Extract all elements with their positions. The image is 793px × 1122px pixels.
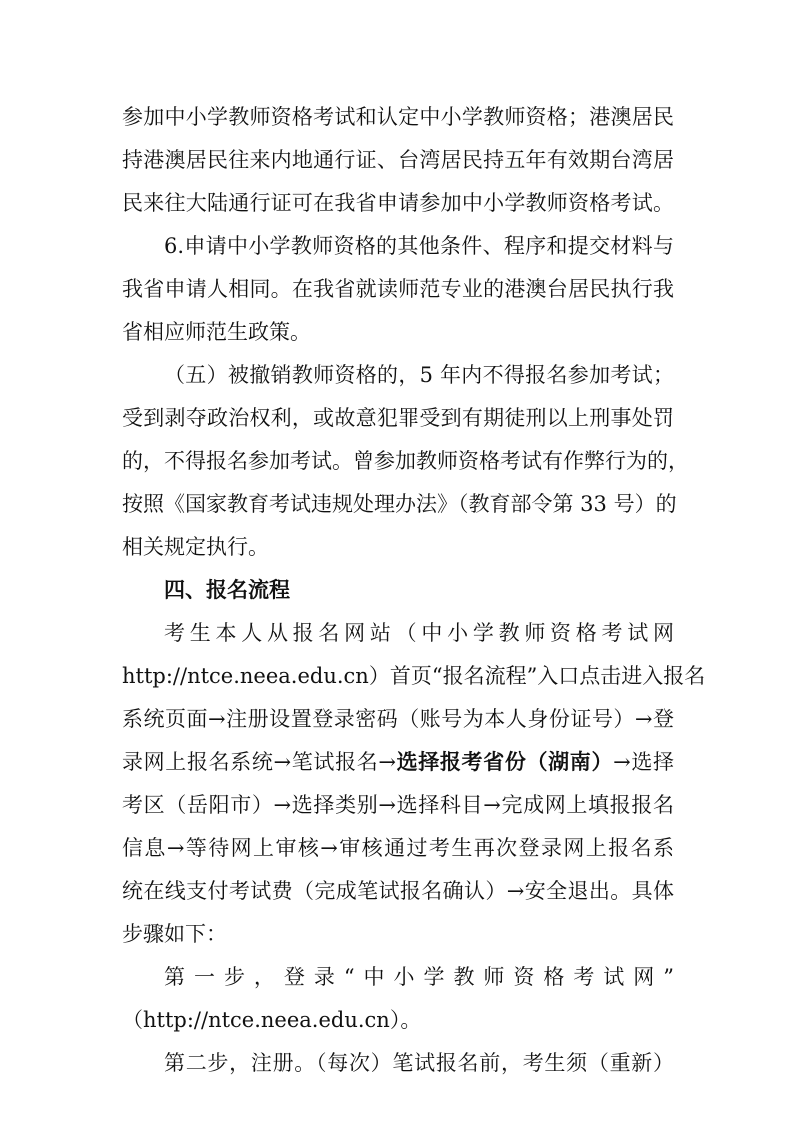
text-segment: →选择 bbox=[613, 750, 674, 774]
text-line: 步骤如下： bbox=[122, 922, 227, 946]
text-line: 按照《国家教育考试违规处理办法》（教育部令第 33 号）的 bbox=[122, 492, 677, 516]
text-line: （http://ntce.neea.edu.cn）。 bbox=[122, 1008, 422, 1032]
text-line: 统在线支付考试费（完成笔试报名确认）→安全退出。具体 bbox=[122, 879, 674, 903]
text-line: http://ntce.neea.edu.cn）首页“报名流程”入口点击进入报名 bbox=[122, 664, 706, 688]
text-line: 考区（岳阳市）→选择类别→选择科目→完成网上填报报名 bbox=[122, 793, 674, 817]
text-line: 持港澳居民往来内地通行证、台湾居民持五年有效期台湾居 bbox=[122, 148, 674, 172]
section-heading: 四、报名流程 bbox=[164, 578, 290, 602]
text-line: 受到剥夺政治权利，或故意犯罪受到有期徒刑以上刑事处罚 bbox=[122, 406, 674, 430]
text-line: 的，不得报名参加考试。曾参加教师资格考试有作弊行为的， bbox=[122, 449, 689, 473]
text-line: （五）被撤销教师资格的，5 年内不得报名参加考试； bbox=[164, 363, 674, 387]
text-line-mixed bbox=[122, 747, 674, 777]
text-line: 民来往大陆通行证可在我省申请参加中小学教师资格考试。 bbox=[122, 191, 674, 215]
text-line: 我省申请人相同。在我省就读师范专业的港澳台居民执行我 bbox=[122, 277, 674, 301]
text-line: 第一步，登录“中小学教师资格考试网” bbox=[164, 965, 674, 989]
text-segment: 录网上报名系统→笔试报名→ bbox=[122, 750, 396, 774]
text-line: 信息→等待网上审核→审核通过考生再次登录网上报名系 bbox=[122, 836, 674, 860]
text-line: 系统页面→注册设置登录密码（账号为本人身份证号）→登 bbox=[122, 707, 674, 731]
text-line: 第二步，注册。（每次）笔试报名前，考生须（重新） bbox=[164, 1051, 674, 1075]
text-line: 6.申请中小学教师资格的其他条件、程序和提交材料与 bbox=[164, 234, 674, 258]
bold-text-segment: 选择报考省份（湖南） bbox=[395, 749, 614, 774]
text-line: 相关规定执行。 bbox=[122, 535, 269, 559]
text-line: 省相应师范生政策。 bbox=[122, 320, 311, 344]
text-line: 参加中小学教师资格考试和认定中小学教师资格；港澳居民 bbox=[122, 105, 674, 129]
text-line: 考生本人从报名网站（中小学教师资格考试网 bbox=[164, 621, 674, 645]
